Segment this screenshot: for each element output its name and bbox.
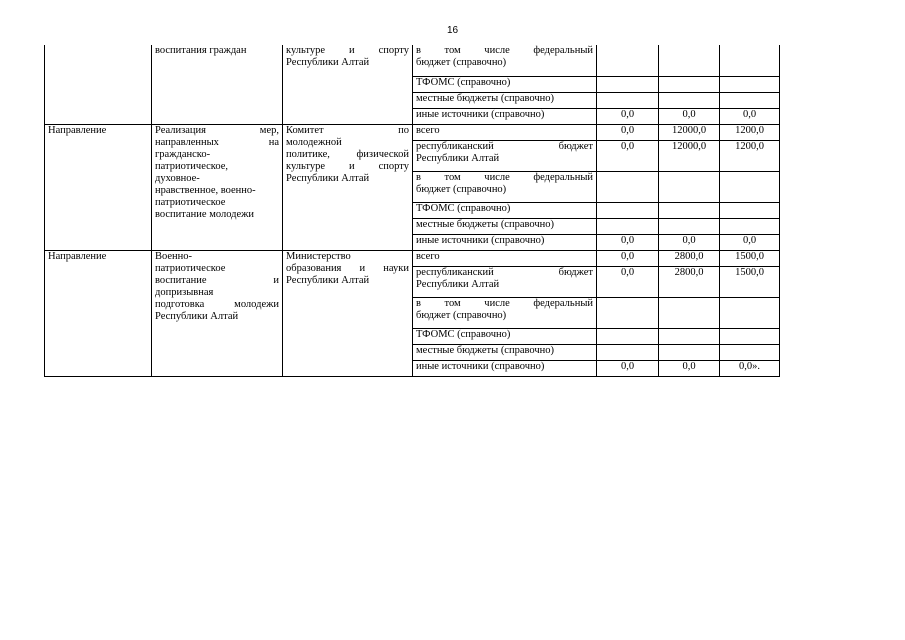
value-cell — [597, 171, 659, 202]
source-cell — [413, 45, 597, 76]
value-cell — [597, 328, 659, 344]
source-line: бюджет (справочно) — [416, 183, 507, 195]
name-line: патриотическое, — [155, 160, 229, 172]
value-cell — [597, 202, 659, 218]
executor-line: культуре и спорту — [286, 45, 409, 56]
value-cell: 0,0 — [659, 108, 720, 124]
executor-cell — [283, 250, 413, 376]
value-cell: 0,0 — [597, 124, 659, 140]
source-cell — [413, 297, 597, 328]
source-cell — [413, 171, 597, 202]
value-cell: 1500,0 — [720, 250, 780, 266]
value-cell — [597, 76, 659, 92]
executor-line: образования и науки — [286, 262, 409, 274]
source-line: в том числе федеральный — [416, 297, 593, 309]
value-cell — [720, 297, 780, 328]
source-line: республиканский бюджет — [416, 266, 593, 278]
source-cell: местные бюджеты (справочно) — [413, 218, 597, 234]
name-cell — [152, 250, 283, 376]
value-cell — [597, 297, 659, 328]
name-line: Республики Алтай — [155, 310, 239, 322]
value-cell: 1200,0 — [720, 124, 780, 140]
value-cell: 0,0 — [720, 234, 780, 250]
value-cell — [659, 171, 720, 202]
value-cell — [720, 202, 780, 218]
value-cell — [659, 76, 720, 92]
value-cell: 0,0 — [597, 108, 659, 124]
value-cell: 0,0 — [597, 266, 659, 297]
value-cell — [659, 328, 720, 344]
source-cell: ТФОМС (справочно) — [413, 76, 597, 92]
name-line: гражданско- — [155, 148, 211, 160]
name-line: подготовка молодежи — [155, 298, 279, 310]
value-cell — [597, 45, 659, 76]
value-cell — [720, 92, 780, 108]
value-cell: 0,0». — [720, 360, 780, 376]
name-line: допризывная — [155, 286, 214, 298]
source-cell — [413, 140, 597, 171]
executor-cell — [283, 124, 413, 250]
source-cell — [413, 266, 597, 297]
type-cell: Направление — [45, 250, 152, 376]
name-line: нравственное, военно- — [155, 184, 256, 196]
value-cell: 0,0 — [597, 360, 659, 376]
source-cell: иные источники (справочно) — [413, 360, 597, 376]
value-cell — [659, 45, 720, 76]
value-cell: 2800,0 — [659, 266, 720, 297]
executor-line: Комитет по — [286, 124, 409, 136]
source-line: Республики Алтай — [416, 152, 500, 164]
value-cell: 0,0 — [659, 360, 720, 376]
executor-line: политике, физической — [286, 148, 409, 160]
name-line: воспитание молодежи — [155, 208, 255, 220]
value-cell: 1200,0 — [720, 140, 780, 171]
page-number: 16 — [446, 25, 459, 36]
value-cell — [720, 328, 780, 344]
executor-line: культуре и спорту — [286, 160, 409, 172]
value-cell — [720, 218, 780, 234]
type-cell — [45, 45, 152, 124]
value-cell: 0,0 — [597, 250, 659, 266]
source-cell: иные источники (справочно) — [413, 108, 597, 124]
source-line: в том числе федеральный — [416, 171, 593, 183]
value-cell: 2800,0 — [659, 250, 720, 266]
value-cell — [597, 92, 659, 108]
value-cell — [720, 344, 780, 360]
value-cell: 12000,0 — [659, 140, 720, 171]
executor-line: Министерство — [286, 250, 351, 262]
name-cell: воспитания граждан — [152, 45, 283, 124]
source-line: бюджет (справочно) — [416, 57, 507, 68]
type-cell: Направление — [45, 124, 152, 250]
name-line: воспитание и — [155, 274, 279, 286]
name-cell — [152, 124, 283, 250]
value-cell: 0,0 — [720, 108, 780, 124]
value-cell — [720, 45, 780, 76]
value-cell — [597, 344, 659, 360]
executor-cell — [283, 45, 413, 124]
source-cell: иные источники (справочно) — [413, 234, 597, 250]
name-line: духовное- — [155, 172, 200, 184]
budget-table — [44, 45, 780, 377]
value-cell — [720, 171, 780, 202]
name-line: патриотическое — [155, 196, 226, 208]
value-cell: 1500,0 — [720, 266, 780, 297]
value-cell — [659, 297, 720, 328]
value-cell — [720, 76, 780, 92]
table-row — [45, 45, 780, 76]
source-cell: ТФОМС (справочно) — [413, 202, 597, 218]
source-line: Республики Алтай — [416, 278, 500, 290]
value-cell — [659, 218, 720, 234]
source-cell: всего — [413, 124, 597, 140]
value-cell — [659, 344, 720, 360]
executor-line: Республики Алтай — [286, 172, 370, 184]
value-cell: 0,0 — [597, 234, 659, 250]
name-line: патриотическое — [155, 262, 226, 274]
table-row — [45, 250, 780, 266]
value-cell: 0,0 — [659, 234, 720, 250]
executor-line: Республики Алтай — [286, 274, 370, 286]
table-row — [45, 124, 780, 140]
source-cell: местные бюджеты (справочно) — [413, 92, 597, 108]
source-cell: ТФОМС (справочно) — [413, 328, 597, 344]
source-line: республиканский бюджет — [416, 140, 593, 152]
name-line: Реализация мер, — [155, 124, 279, 136]
value-cell — [597, 218, 659, 234]
source-cell: местные бюджеты (справочно) — [413, 344, 597, 360]
value-cell — [659, 202, 720, 218]
source-line: бюджет (справочно) — [416, 309, 507, 321]
value-cell — [659, 92, 720, 108]
source-cell: всего — [413, 250, 597, 266]
source-line: в том числе федеральный — [416, 45, 593, 56]
value-cell: 12000,0 — [659, 124, 720, 140]
value-cell: 0,0 — [597, 140, 659, 171]
name-line: направленных на — [155, 136, 279, 148]
executor-line: молодежной — [286, 136, 342, 148]
name-line: Военно- — [155, 250, 193, 262]
executor-line: Республики Алтай — [286, 57, 370, 68]
